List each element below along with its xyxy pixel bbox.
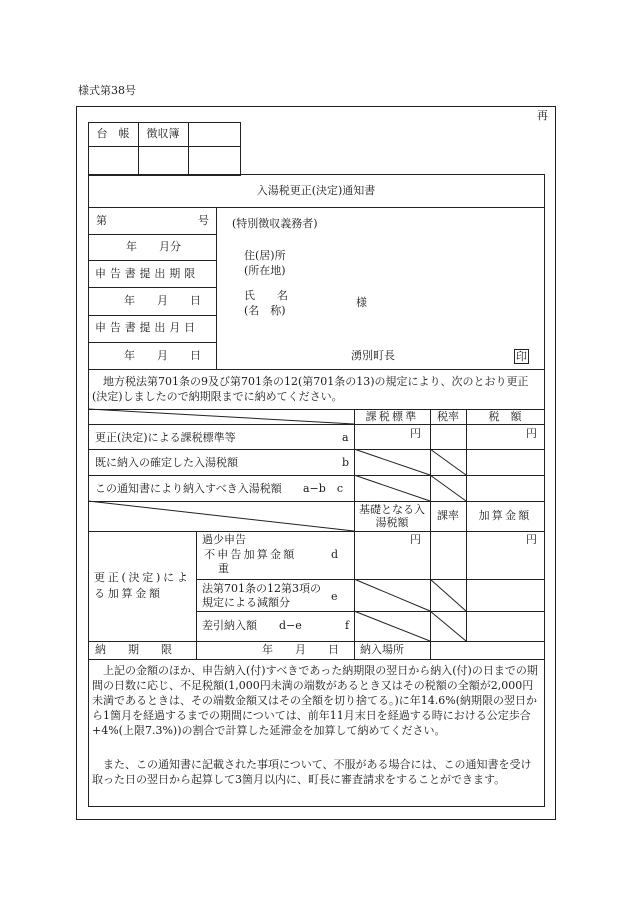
table1-row-a-label: 更正(決定)による課税標準等 [95, 431, 236, 444]
table2-row-e-line2: 規定による減額分 [202, 596, 290, 609]
taxpayer-heading: (特別徴収義務者) [232, 217, 318, 230]
notice-text: 地方税法第701条の9及び第701条の12(第701条の13)の規定により、次のとおり更正(決定)しましたので納期限までに納めてください。 [92, 375, 529, 403]
table1-header-rate: 税率 [437, 410, 459, 423]
filing-deadline-label: 申告書提出期限 [95, 267, 199, 280]
filing-deadline-date: 年 月 日 [124, 294, 201, 307]
table2-header-slash [88, 501, 354, 531]
due-date-label: 納 期 限 [95, 643, 172, 656]
footer-paragraph-late-fee: 上記の金額のほか、申告納入(付)すべきであった納期限の翌日から納入(付)の日までの期間の日数に応じ、不足税額(1,000円未満の端数があるとき又はその税額の全額が2,000円未満であるときは、その端数金額又はその全額を切り捨てる。)に年14.6%(納期限の翌日から1箇月を経過するまでの期間については、前年11月末日を経過する時における公定歩合+4%(上限7.3%))の割合で計算した延滞金を加算して納めてください。 [92, 664, 538, 737]
table1-row-a-unit-2: 円 [526, 427, 537, 440]
table2-header-surcharge: 加算金額 [478, 509, 532, 522]
table2-row-d-unit-1: 円 [410, 533, 421, 546]
number-go-label: 号 [198, 214, 209, 227]
table1-blank-slash [354, 449, 466, 501]
table1-row-c-code: a−b c [303, 482, 343, 495]
ledger-choshubo-label: 徴収簿 [146, 127, 180, 140]
table2-row-e-code: e [331, 590, 338, 603]
table1-header-tax-base: 課税標準 [365, 410, 419, 423]
table2-row-d-code: d [331, 548, 339, 561]
table2-row-d-line2: 不申告加算金額 [204, 548, 297, 561]
table1-row-b-code: b [342, 456, 350, 469]
table1-row-a-unit-1: 円 [410, 427, 421, 440]
table1-row-a-code: a [342, 431, 349, 444]
footer-paragraph-appeal: また、この通知書に記載された事項について、不服がある場合には、この通知書を受け取った日の翌日から起算して3箇月以内に、町長に審査請求をすることができます。 [92, 758, 532, 786]
table2-f-slash [354, 611, 466, 641]
table1-header-tax-amount: 税 額 [488, 410, 522, 423]
honorific-sama: 様 [356, 296, 367, 309]
seal-mark: 印 [516, 350, 527, 363]
table2-row-f-label: 差引納入額 d−e [202, 619, 302, 632]
table2-group-label: 更正(決定)による加算金額 [94, 571, 191, 600]
address-label: 住(居)所 [244, 249, 286, 262]
filing-date-value: 年 月 日 [124, 349, 201, 362]
number-dai-label: 第 [96, 214, 107, 227]
table2-row-f-code: f [345, 619, 350, 632]
table2-blank-slash [354, 579, 466, 611]
table2-header-base-tax: 基礎となる入湯税額 [359, 503, 425, 529]
payment-place-label: 納入場所 [360, 643, 404, 656]
filing-date-label: 申告書提出月日 [95, 321, 199, 334]
ledger-daicho-label: 台 帳 [96, 127, 130, 140]
table2-row-d-unit-2: 円 [526, 533, 537, 546]
document-title: 入湯税更正(決定)通知書 [256, 184, 376, 197]
period-month-label: 年 月分 [126, 240, 181, 253]
table2-row-d-line3: 重 [218, 562, 229, 575]
name-alt-label: (名 称) [244, 304, 286, 317]
table2-header-rate: 課率 [437, 509, 459, 522]
table1-row-c-label: この通知書により納入すべき入湯税額 [95, 482, 282, 495]
table2-row-e-line1: 法第701条の12第3項の [202, 582, 321, 595]
name-label: 氏 名 [244, 289, 288, 302]
address-alt-label: (所在地) [244, 264, 286, 277]
form-number: 様式第38号 [78, 84, 136, 97]
table2-row-d-line1: 過少申告 [202, 533, 246, 546]
table1-header-slash [88, 409, 354, 424]
issuer-name: 湧別町長 [351, 349, 395, 362]
table1-row-b-label: 既に納入の確定した入湯税額 [95, 456, 238, 469]
reissue-mark: 再 [537, 109, 548, 122]
due-date-value: 年 月 日 [262, 643, 339, 656]
